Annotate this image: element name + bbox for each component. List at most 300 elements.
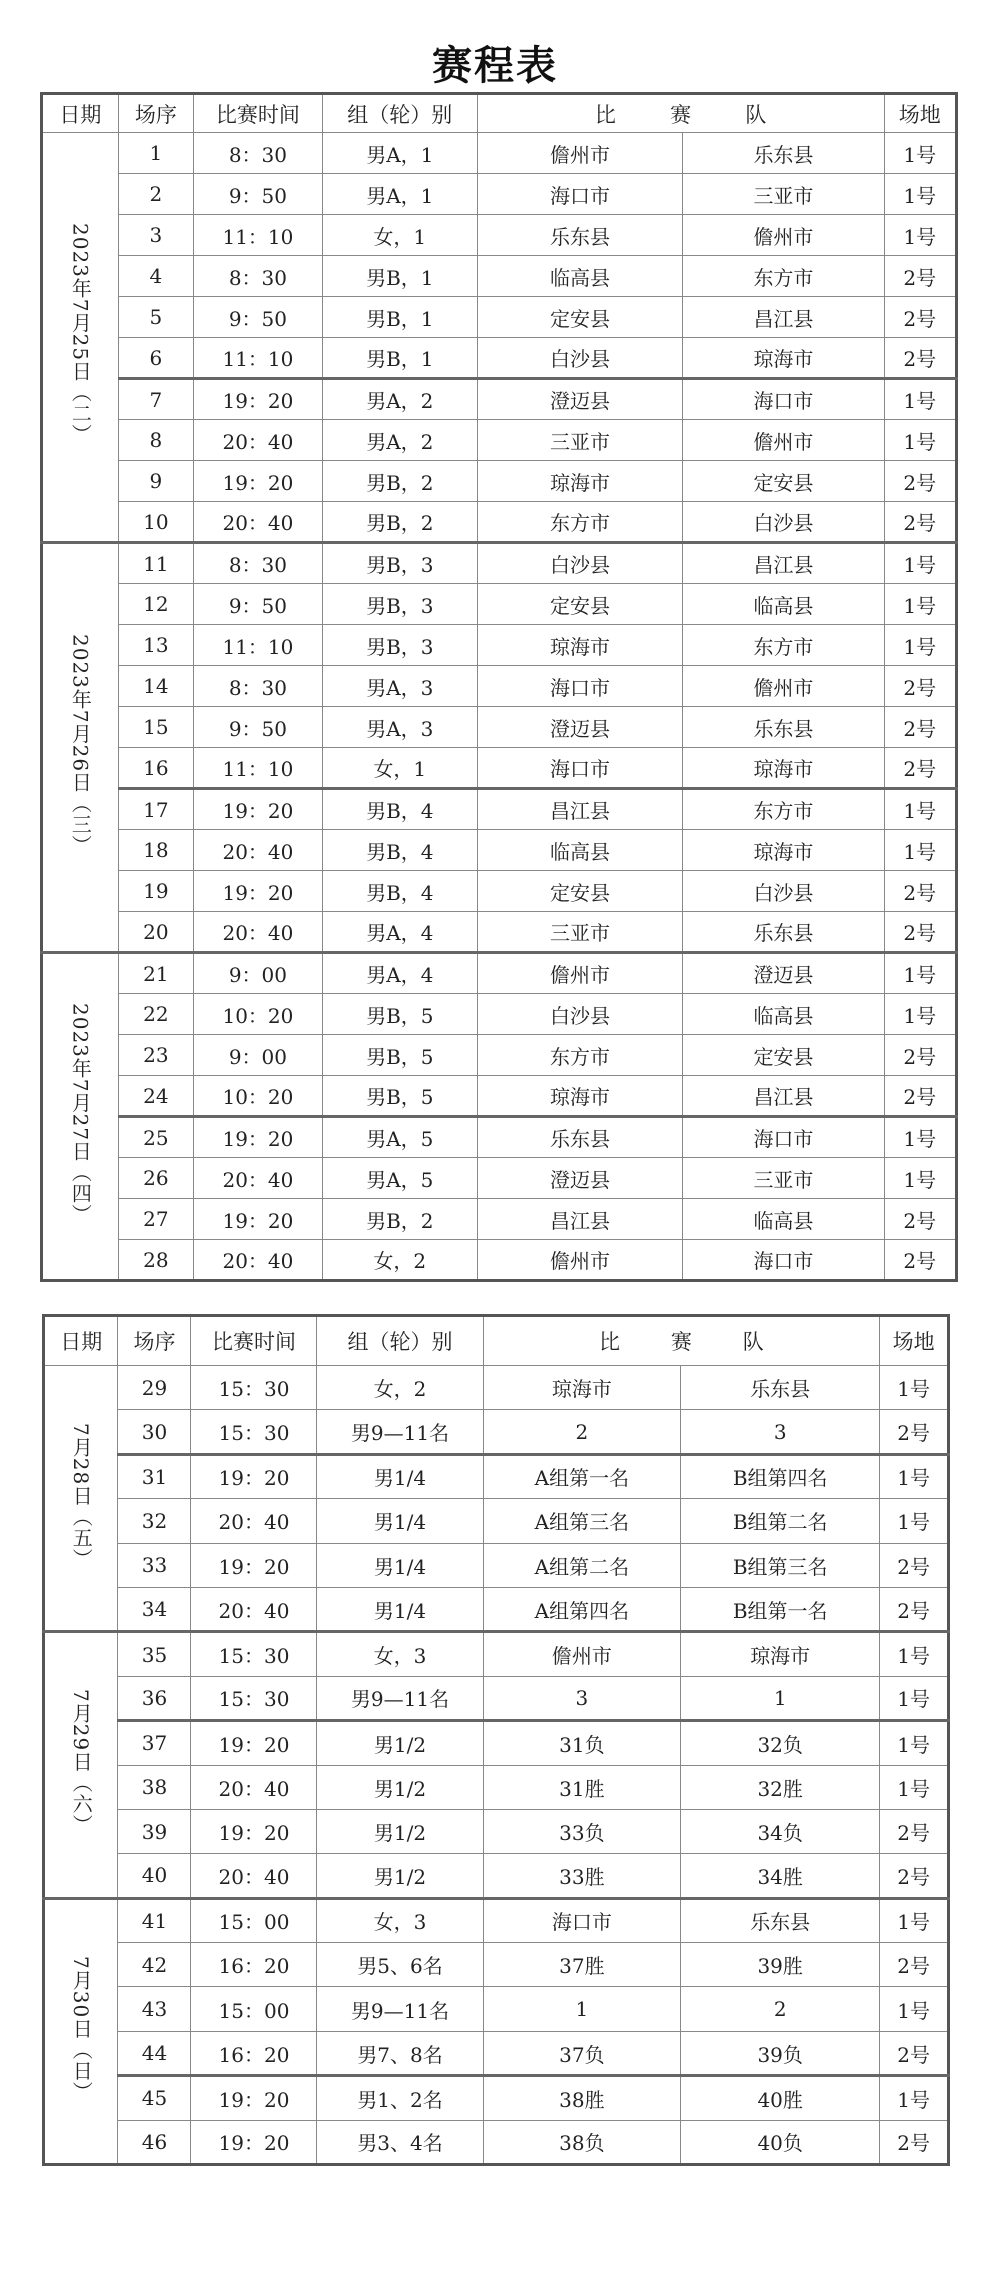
match-group: 男B，1 (322, 297, 477, 338)
team-away: 昌江县 (683, 1076, 884, 1117)
match-group: 女，2 (317, 1366, 483, 1410)
match-group: 男B，1 (322, 338, 477, 379)
match-no: 40 (118, 1854, 191, 1898)
team-home: 澄迈县 (477, 1158, 683, 1199)
match-time: 11：10 (194, 215, 323, 256)
team-away: 39胜 (681, 1943, 880, 1987)
match-time: 11：10 (194, 625, 323, 666)
team-away: 东方市 (683, 789, 884, 830)
team-home: 东方市 (477, 1035, 683, 1076)
venue: 1号 (880, 1721, 949, 1765)
match-no: 35 (118, 1632, 191, 1676)
match-time: 10：20 (194, 1076, 323, 1117)
team-home: A组第二名 (483, 1543, 681, 1587)
match-group: 女，3 (317, 1632, 483, 1676)
team-home: 临高县 (477, 830, 683, 871)
team-away: 儋州市 (683, 420, 884, 461)
venue: 1号 (884, 174, 956, 215)
match-group: 男1、2名 (317, 2076, 483, 2120)
match-no: 10 (118, 502, 193, 543)
match-no: 21 (118, 953, 193, 994)
table-row (44, 1543, 949, 1587)
match-group: 男B，3 (322, 584, 477, 625)
table-row (42, 625, 957, 666)
match-group: 男9—11名 (317, 1410, 483, 1454)
header-group: 组（轮）别 (322, 94, 477, 133)
match-time: 9：50 (194, 174, 323, 215)
team-home: A组第三名 (483, 1499, 681, 1543)
team-home: 三亚市 (477, 420, 683, 461)
match-time: 20：40 (194, 1158, 323, 1199)
match-no: 11 (118, 543, 193, 584)
venue: 1号 (880, 1898, 949, 1942)
team-home: 琼海市 (483, 1366, 681, 1410)
match-group: 男B，2 (322, 1199, 477, 1240)
match-no: 3 (118, 215, 193, 256)
table-row (42, 297, 957, 338)
match-time: 15：30 (191, 1676, 317, 1720)
match-no: 17 (118, 789, 193, 830)
match-time: 19：20 (191, 1721, 317, 1765)
match-group: 男9—11名 (317, 1676, 483, 1720)
match-no: 43 (118, 1987, 191, 2031)
venue: 1号 (884, 994, 956, 1035)
team-away: 东方市 (683, 625, 884, 666)
team-away: 昌江县 (683, 297, 884, 338)
header-row (44, 1316, 949, 1366)
table-row (42, 666, 957, 707)
match-group: 男1/4 (317, 1499, 483, 1543)
match-time: 8：30 (194, 666, 323, 707)
table-row (42, 133, 957, 174)
match-no: 12 (118, 584, 193, 625)
match-group: 男1/2 (317, 1721, 483, 1765)
team-home: 3 (483, 1676, 681, 1720)
match-group: 男B，5 (322, 1035, 477, 1076)
team-away: 澄迈县 (683, 953, 884, 994)
venue: 2号 (884, 1076, 956, 1117)
table-row (42, 1158, 957, 1199)
team-home: 37胜 (483, 1943, 681, 1987)
date-cell (42, 543, 119, 953)
venue: 1号 (880, 2076, 949, 2120)
match-no: 15 (118, 707, 193, 748)
header-teams-char: 比 (594, 102, 616, 127)
venue: 1号 (880, 1987, 949, 2031)
team-home: 琼海市 (477, 625, 683, 666)
match-group: 男B，3 (322, 543, 477, 584)
team-home: 定安县 (477, 584, 683, 625)
venue: 2号 (884, 338, 956, 379)
header-row (42, 94, 957, 133)
date-cell (44, 1632, 118, 1898)
venue: 1号 (884, 420, 956, 461)
team-home: 乐东县 (477, 1117, 683, 1158)
match-time: 11：10 (194, 338, 323, 379)
match-time: 20：40 (194, 502, 323, 543)
match-no: 44 (118, 2031, 191, 2075)
match-time: 9：00 (194, 953, 323, 994)
match-group: 男B，2 (322, 502, 477, 543)
venue: 1号 (884, 625, 956, 666)
table-row (42, 543, 957, 584)
team-away: 乐东县 (683, 133, 884, 174)
match-no: 9 (118, 461, 193, 502)
team-away: 琼海市 (683, 748, 884, 789)
match-time: 10：20 (194, 994, 323, 1035)
match-time: 16：20 (191, 2031, 317, 2075)
header-teams-char: 赛 (670, 102, 692, 127)
team-away: 39负 (681, 2031, 880, 2075)
date-cell (42, 953, 119, 1281)
match-group: 男1/4 (317, 1543, 483, 1587)
match-no: 23 (118, 1035, 193, 1076)
table-row (42, 830, 957, 871)
match-group: 男A，1 (322, 133, 477, 174)
match-group: 男9—11名 (317, 1987, 483, 2031)
team-home: A组第四名 (483, 1587, 681, 1631)
team-away: 40胜 (681, 2076, 880, 2120)
team-away: 海口市 (683, 1240, 884, 1281)
venue: 1号 (880, 1765, 949, 1809)
team-away: 定安县 (683, 1035, 884, 1076)
team-away: 三亚市 (683, 174, 884, 215)
team-away: 定安县 (683, 461, 884, 502)
match-no: 25 (118, 1117, 193, 1158)
team-away: 32胜 (681, 1765, 880, 1809)
table-row (44, 1987, 949, 2031)
match-time: 20：40 (191, 1499, 317, 1543)
schedule-table-2 (42, 1314, 950, 2166)
team-away: 乐东县 (681, 1366, 880, 1410)
date-label: 7月28日（五） (69, 1422, 94, 1569)
venue: 2号 (884, 256, 956, 297)
team-home: 1 (483, 1987, 681, 2031)
match-time: 20：40 (191, 1587, 317, 1631)
team-away: 临高县 (683, 584, 884, 625)
match-group: 男A，4 (322, 953, 477, 994)
team-away: 琼海市 (683, 338, 884, 379)
team-home: 儋州市 (477, 1240, 683, 1281)
venue: 1号 (880, 1499, 949, 1543)
team-away: 32负 (681, 1721, 880, 1765)
venue: 2号 (880, 1854, 949, 1898)
match-group: 男7、8名 (317, 2031, 483, 2075)
table-row (44, 1898, 949, 1942)
table-row (42, 584, 957, 625)
match-time: 19：20 (194, 379, 323, 420)
venue: 1号 (880, 1366, 949, 1410)
team-away: 40负 (681, 2120, 880, 2164)
schedule-table-1 (40, 92, 958, 1282)
venue: 2号 (884, 871, 956, 912)
date-cell (44, 1898, 118, 2164)
header-teams-char: 队 (742, 1330, 764, 1354)
venue: 2号 (880, 1809, 949, 1853)
match-time: 11：10 (194, 748, 323, 789)
match-no: 19 (118, 871, 193, 912)
match-time: 8：30 (194, 133, 323, 174)
match-group: 女，2 (322, 1240, 477, 1281)
match-no: 5 (118, 297, 193, 338)
match-group: 男1/2 (317, 1765, 483, 1809)
match-group: 男A，2 (322, 420, 477, 461)
team-away: 琼海市 (683, 830, 884, 871)
table-row (42, 748, 957, 789)
team-away: 3 (681, 1410, 880, 1454)
match-time: 20：40 (194, 912, 323, 953)
table-row (42, 789, 957, 830)
match-no: 34 (118, 1587, 191, 1631)
table-row (42, 379, 957, 420)
match-group: 男B，5 (322, 994, 477, 1035)
match-group: 男A，4 (322, 912, 477, 953)
table-row (42, 1240, 957, 1281)
match-no: 7 (118, 379, 193, 420)
match-time: 19：20 (191, 2120, 317, 2164)
match-time: 15：30 (191, 1366, 317, 1410)
match-no: 18 (118, 830, 193, 871)
match-group: 男B，5 (322, 1076, 477, 1117)
match-no: 38 (118, 1765, 191, 1809)
header-teams (483, 1316, 880, 1366)
match-no: 14 (118, 666, 193, 707)
venue: 2号 (884, 666, 956, 707)
venue: 1号 (884, 953, 956, 994)
match-no: 42 (118, 1943, 191, 1987)
match-group: 男A，3 (322, 666, 477, 707)
venue: 1号 (884, 830, 956, 871)
team-away: 乐东县 (683, 912, 884, 953)
match-no: 41 (118, 1898, 191, 1942)
team-home: 白沙县 (477, 338, 683, 379)
team-home: 33负 (483, 1809, 681, 1853)
venue: 2号 (880, 2120, 949, 2164)
match-no: 27 (118, 1199, 193, 1240)
venue: 2号 (884, 1199, 956, 1240)
table-row (42, 502, 957, 543)
match-time: 20：40 (191, 1765, 317, 1809)
team-away: 乐东县 (683, 707, 884, 748)
header-venue: 场地 (884, 94, 956, 133)
match-group: 男1/4 (317, 1454, 483, 1498)
match-group: 女，1 (322, 748, 477, 789)
venue: 1号 (880, 1454, 949, 1498)
team-away: 昌江县 (683, 543, 884, 584)
match-time: 19：20 (191, 1543, 317, 1587)
team-away: 儋州市 (683, 215, 884, 256)
match-group: 男3、4名 (317, 2120, 483, 2164)
venue: 2号 (880, 2031, 949, 2075)
header-venue: 场地 (880, 1316, 949, 1366)
table-row (44, 1721, 949, 1765)
match-no: 28 (118, 1240, 193, 1281)
team-away: 临高县 (683, 994, 884, 1035)
match-no: 8 (118, 420, 193, 461)
match-time: 19：20 (191, 1809, 317, 1853)
team-away: 乐东县 (681, 1898, 880, 1942)
match-group: 男B，4 (322, 789, 477, 830)
match-no: 30 (118, 1410, 191, 1454)
match-group: 男1/2 (317, 1809, 483, 1853)
match-time: 20：40 (194, 830, 323, 871)
team-home: 儋州市 (477, 133, 683, 174)
table-row (44, 1366, 949, 1410)
venue: 1号 (884, 584, 956, 625)
date-label: 2023年7月27日（四） (68, 1002, 93, 1226)
table-row (44, 1499, 949, 1543)
team-away: 海口市 (683, 1117, 884, 1158)
team-home: 澄迈县 (477, 707, 683, 748)
header-time: 比赛时间 (194, 94, 323, 133)
venue: 1号 (884, 543, 956, 584)
table-row (44, 2031, 949, 2075)
match-time: 20：40 (194, 1240, 323, 1281)
match-group: 男B，3 (322, 625, 477, 666)
venue: 2号 (884, 1240, 956, 1281)
header-no: 场序 (118, 94, 193, 133)
team-away: 海口市 (683, 379, 884, 420)
venue: 1号 (880, 1676, 949, 1720)
venue: 2号 (884, 461, 956, 502)
team-home: 儋州市 (483, 1632, 681, 1676)
venue: 1号 (884, 215, 956, 256)
match-time: 15：00 (191, 1987, 317, 2031)
match-time: 15：30 (191, 1632, 317, 1676)
match-time: 19：20 (194, 1199, 323, 1240)
team-home: 澄迈县 (477, 379, 683, 420)
venue: 1号 (884, 789, 956, 830)
team-away: B组第三名 (681, 1543, 880, 1587)
team-home: 乐东县 (477, 215, 683, 256)
match-time: 16：20 (191, 1943, 317, 1987)
match-group: 男A，2 (322, 379, 477, 420)
match-no: 45 (118, 2076, 191, 2120)
match-time: 9：50 (194, 297, 323, 338)
table-row (42, 1199, 957, 1240)
match-no: 46 (118, 2120, 191, 2164)
header-teams-char: 队 (745, 102, 767, 127)
match-group: 男1/2 (317, 1854, 483, 1898)
table-row (42, 338, 957, 379)
table-row (42, 174, 957, 215)
team-home: 31胜 (483, 1765, 681, 1809)
team-home: 琼海市 (477, 461, 683, 502)
venue: 2号 (884, 707, 956, 748)
match-time: 19：20 (194, 871, 323, 912)
header-date: 日期 (42, 94, 119, 133)
match-group: 男B，1 (322, 256, 477, 297)
team-home: 琼海市 (477, 1076, 683, 1117)
venue: 1号 (884, 1158, 956, 1199)
team-home: 昌江县 (477, 1199, 683, 1240)
venue: 2号 (884, 1035, 956, 1076)
table-row (44, 1587, 949, 1631)
team-home: A组第一名 (483, 1454, 681, 1498)
match-group: 女，1 (322, 215, 477, 256)
table-row (44, 1410, 949, 1454)
venue: 2号 (884, 297, 956, 338)
header-date: 日期 (44, 1316, 118, 1366)
venue: 1号 (880, 1632, 949, 1676)
table-row (42, 1117, 957, 1158)
team-home: 三亚市 (477, 912, 683, 953)
match-no: 22 (118, 994, 193, 1035)
header-teams (477, 94, 884, 133)
match-group: 男5、6名 (317, 1943, 483, 1987)
table-row (42, 953, 957, 994)
team-home: 定安县 (477, 871, 683, 912)
match-time: 9：50 (194, 707, 323, 748)
match-no: 36 (118, 1676, 191, 1720)
match-no: 20 (118, 912, 193, 953)
match-no: 6 (118, 338, 193, 379)
table-row (44, 1765, 949, 1809)
date-label: 2023年7月25日（二） (68, 223, 93, 446)
table-row (42, 1076, 957, 1117)
match-group: 男A，5 (322, 1158, 477, 1199)
venue: 2号 (884, 748, 956, 789)
match-no: 1 (118, 133, 193, 174)
match-no: 2 (118, 174, 193, 215)
team-away: 儋州市 (683, 666, 884, 707)
team-home: 海口市 (477, 666, 683, 707)
match-no: 29 (118, 1366, 191, 1410)
match-time: 15：30 (191, 1410, 317, 1454)
table-row (44, 1943, 949, 1987)
match-no: 31 (118, 1454, 191, 1498)
venue: 2号 (880, 1943, 949, 1987)
team-away: 白沙县 (683, 871, 884, 912)
date-cell (44, 1366, 118, 1632)
team-home: 东方市 (477, 502, 683, 543)
team-away: B组第四名 (681, 1454, 880, 1498)
team-home: 昌江县 (477, 789, 683, 830)
match-time: 15：00 (191, 1898, 317, 1942)
team-home: 38负 (483, 2120, 681, 2164)
venue: 1号 (884, 133, 956, 174)
team-home: 临高县 (477, 256, 683, 297)
match-time: 9：00 (194, 1035, 323, 1076)
table-row (42, 215, 957, 256)
table-row (42, 912, 957, 953)
match-group: 男A，3 (322, 707, 477, 748)
venue: 2号 (880, 1543, 949, 1587)
match-no: 39 (118, 1809, 191, 1853)
match-time: 8：30 (194, 543, 323, 584)
header-no: 场序 (118, 1316, 191, 1366)
table-row (42, 420, 957, 461)
match-time: 19：20 (194, 789, 323, 830)
team-away: 2 (681, 1987, 880, 2031)
table-row (44, 1676, 949, 1720)
page-title: 赛程表 (432, 43, 558, 89)
match-time: 19：20 (194, 461, 323, 502)
table-row (44, 1632, 949, 1676)
team-away: 琼海市 (681, 1632, 880, 1676)
venue: 2号 (880, 1587, 949, 1631)
team-home: 白沙县 (477, 543, 683, 584)
team-home: 海口市 (477, 174, 683, 215)
table-row (44, 2120, 949, 2164)
match-time: 19：20 (191, 2076, 317, 2120)
team-home: 2 (483, 1410, 681, 1454)
match-group: 男B，4 (322, 830, 477, 871)
match-no: 33 (118, 1543, 191, 1587)
table-row (42, 256, 957, 297)
match-time: 19：20 (191, 1454, 317, 1498)
team-away: B组第二名 (681, 1499, 880, 1543)
